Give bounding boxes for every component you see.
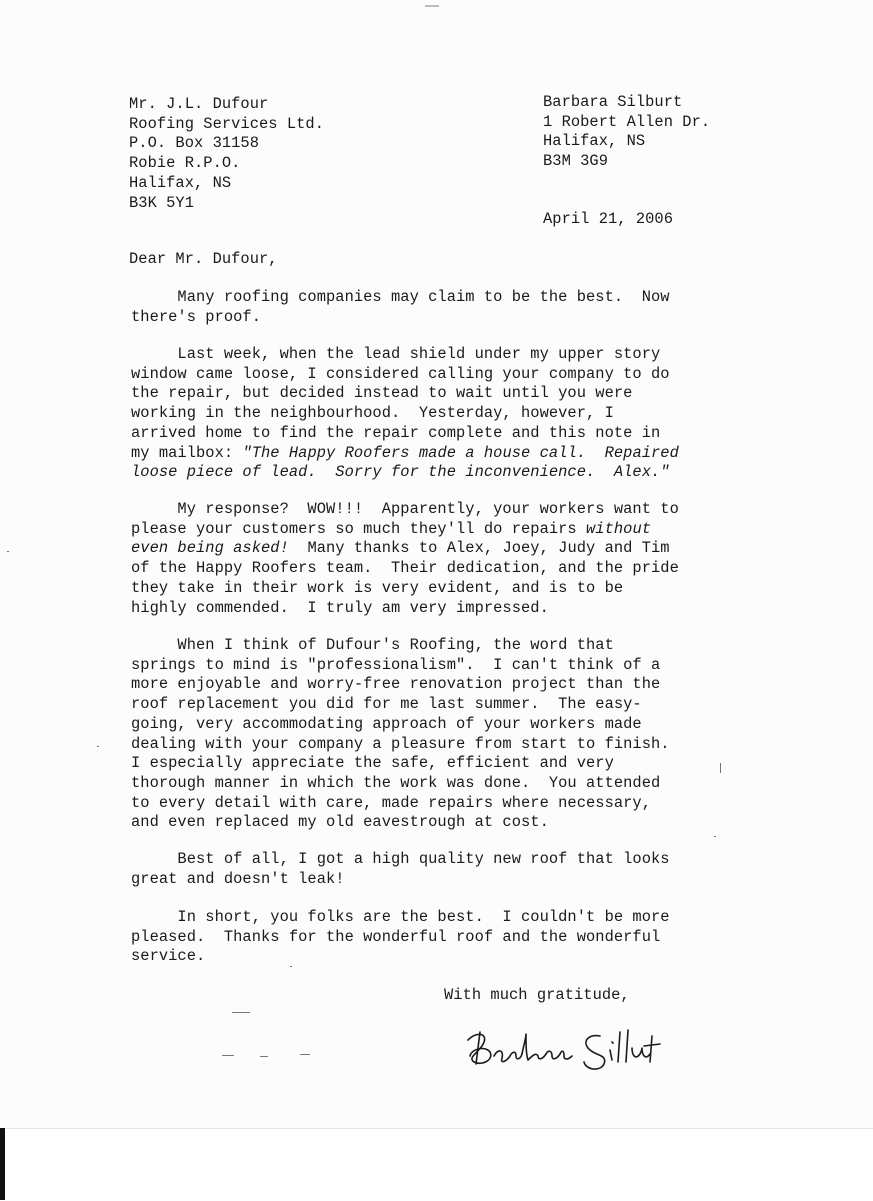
- text-line: arrived home to find the repair complete and this note in: [131, 423, 661, 442]
- text-line: When I think of Dufour's Roofing, the word that: [131, 636, 614, 654]
- text-line: working in the neighbourhood. Yesterday, however, I: [131, 404, 614, 423]
- recipient-line: Robie R.P.O.: [129, 154, 241, 173]
- text-line: there's proof.: [131, 307, 262, 326]
- quoted-note: loose piece of lead. Sorry for the inconvenience. Alex.": [131, 463, 670, 482]
- text-line: Best of all, I got a high quality new roof that looks: [131, 850, 670, 868]
- emphasis-text: even being asked!: [131, 539, 289, 558]
- text-line: pleased. Thanks for the wonderful roof and the wonderful: [131, 927, 661, 946]
- text-line: service.: [131, 947, 206, 966]
- recipient-line: P.O. Box 31158: [129, 134, 260, 153]
- text-line: Many thanks to Alex, Joey, Judy and Tim: [288, 539, 670, 558]
- text-line: highly commended. I truly am very impressed.: [131, 598, 549, 617]
- text-line: they take in their work is very evident, and is to be: [131, 578, 624, 597]
- paragraph-3: [131, 500, 771, 618]
- sender-line: Halifax, NS: [543, 132, 646, 151]
- paragraph-6: [131, 908, 771, 967]
- salutation: Dear Mr. Dufour,: [129, 250, 278, 268]
- text-line: the repair, but decided instead to wait until you were: [131, 384, 633, 403]
- text-line: Many roofing companies may claim to be the best. Now: [131, 288, 670, 306]
- text-line: springs to mind is "professionalism". I can't think of a: [131, 655, 661, 674]
- paragraph-5: [131, 850, 771, 889]
- recipient-line: B3K 5Y1: [129, 193, 195, 212]
- quoted-note: "The Happy Roofers made a house call. Repaired: [242, 443, 679, 462]
- sender-address: [543, 93, 710, 172]
- text-line: and even replaced my old eavestrough at cost.: [131, 813, 549, 832]
- emphasis-text: without: [586, 519, 652, 538]
- text-line: dealing with your company a pleasure from start to finish.: [131, 734, 670, 753]
- text-line: going, very accommodating approach of your workers made: [131, 714, 642, 733]
- text-line: please your customers so much they'll do repairs: [131, 519, 587, 538]
- paragraph-4: [131, 636, 771, 833]
- closing: With much gratitude,: [444, 986, 630, 1004]
- text-line: great and doesn't leak!: [131, 869, 345, 888]
- recipient-line: Halifax, NS: [129, 173, 232, 192]
- text-line: In short, you folks are the best. I couldn't be more: [131, 908, 670, 926]
- text-line: thorough manner in which the work was done. You attended: [131, 773, 661, 792]
- text-line: my mailbox:: [131, 443, 243, 462]
- letter-date: April 21, 2006: [543, 210, 674, 228]
- scan-bottom-margin: [0, 1128, 873, 1201]
- text-line: My response? WOW!!! Apparently, your workers want to: [131, 500, 679, 518]
- sender-line: 1 Robert Allen Dr.: [543, 112, 711, 131]
- text-line: more enjoyable and worry-free renovation project than the: [131, 675, 661, 694]
- text-line: I especially appreciate the safe, efficient and very: [131, 754, 614, 773]
- paragraph-2: [131, 345, 771, 483]
- scan-edge-mark: [0, 1128, 5, 1200]
- text-line: roof replacement you did for me last summer. The easy-: [131, 695, 642, 714]
- sender-line: Barbara Silburt: [543, 93, 683, 111]
- text-line: window came loose, I considered calling your company to do: [131, 364, 670, 383]
- recipient-line: Mr. J.L. Dufour: [129, 95, 269, 113]
- handwritten-signature: [460, 1020, 730, 1080]
- recipient-line: Roofing Services Ltd.: [129, 114, 325, 133]
- paragraph-1: [131, 288, 771, 327]
- text-line: Last week, when the lead shield under my upper story: [131, 345, 661, 363]
- sender-line: B3M 3G9: [543, 152, 609, 171]
- recipient-address: [129, 95, 324, 213]
- text-line: to every detail with care, made repairs where necessary,: [131, 793, 652, 812]
- text-line: of the Happy Roofers team. Their dedication, and the pride: [131, 559, 679, 578]
